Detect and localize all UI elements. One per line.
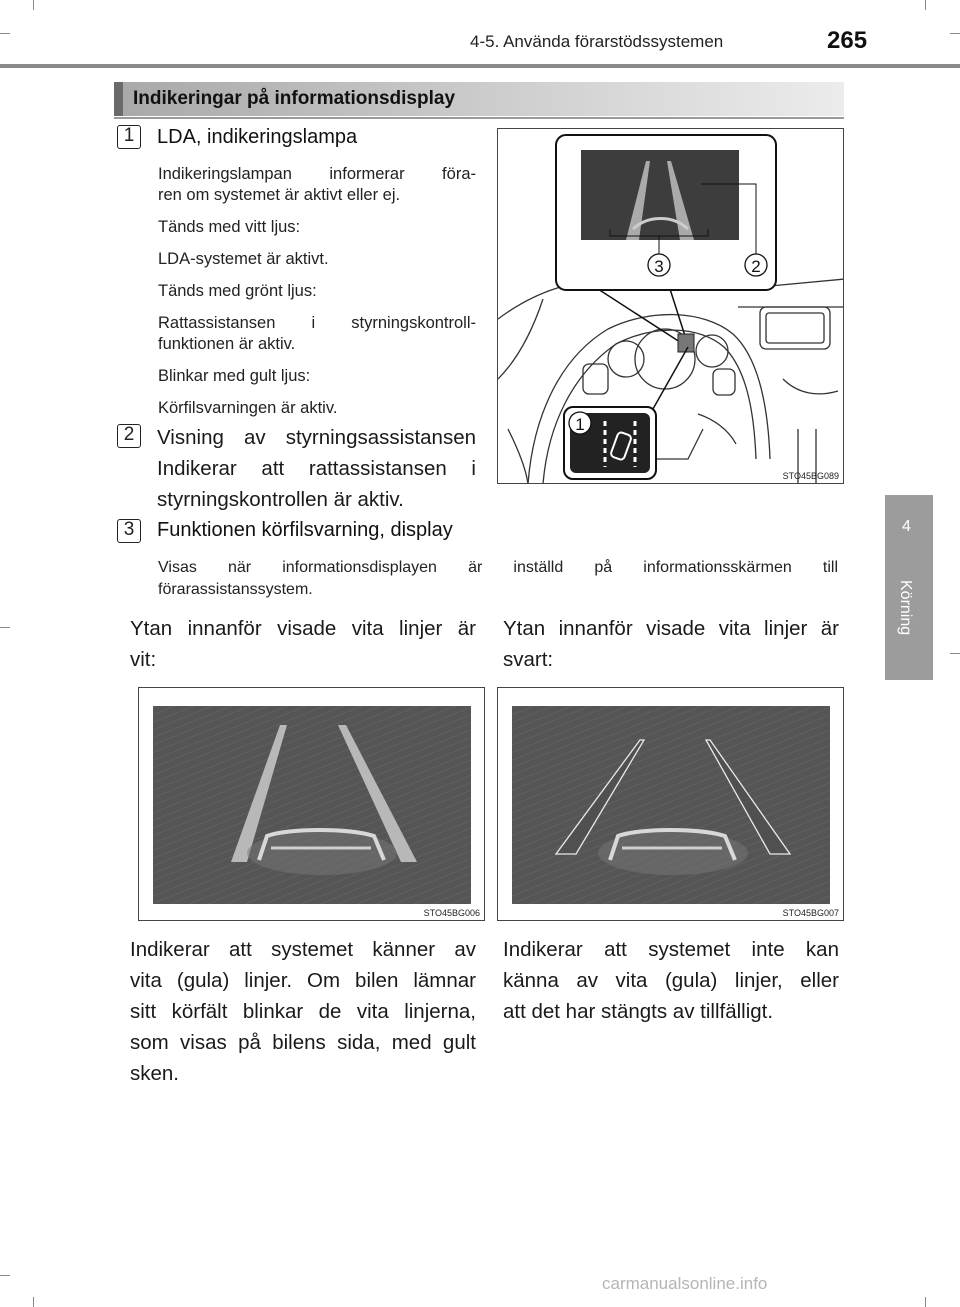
item-2-text: Indikerar att rattassistansen i (157, 457, 476, 480)
item-3-text: Visas när informationsdisplayen är inställd på informationsskärmen till (158, 559, 838, 576)
crop-mark (950, 653, 960, 654)
crop-mark (950, 33, 960, 34)
callout-label-2: 2 (751, 257, 761, 276)
item-1-text: Indikeringslampan informerar föra- (158, 165, 476, 183)
callout-label-1: 1 (575, 415, 585, 434)
dashboard-illustration (498, 129, 844, 484)
item-1-text: funktionen är aktiv. (158, 335, 296, 353)
heading-rule (114, 117, 844, 119)
item-1-text: LDA-systemet är aktivt. (158, 250, 329, 268)
item-number-badge: 3 (118, 519, 140, 541)
item-2-text: styrningskontrollen är aktiv. (157, 488, 404, 511)
item-3-text: förarassistanssystem. (158, 581, 313, 598)
item-number-badge: 2 (118, 424, 140, 446)
item-1-text: Tänds med vitt ljus: (158, 218, 301, 236)
white-lines-illustration (139, 688, 485, 921)
left-description: Indikerar att systemet känner av (130, 938, 476, 961)
item-1-text: Tänds med grönt ljus: (158, 282, 317, 300)
left-description: sitt körfält blinkar de vita linjerna, (130, 1000, 476, 1023)
white-lines-figure (138, 687, 485, 921)
zoom-display-screen (581, 150, 739, 240)
figure-code: STO45BG089 (782, 471, 839, 481)
section-heading-bar (114, 82, 844, 116)
crop-mark (925, 0, 926, 10)
left-description: vita (gula) linjer. Om bilen lämnar (130, 969, 476, 992)
watermark: carmanualsonline.info (602, 1274, 768, 1293)
dashboard-figure (497, 128, 844, 484)
left-description: sken. (130, 1062, 179, 1085)
crop-mark (33, 1297, 34, 1307)
item-2-heading: Visning av styrningsassistansen (157, 426, 476, 449)
figure-code: STO45BG007 (782, 908, 839, 918)
dashboard-line-art (498, 279, 844, 484)
right-caption: Ytan innanför visade vita linjer är (503, 617, 839, 640)
figure-code: STO45BG006 (423, 908, 480, 918)
left-caption: Ytan innanför visade vita linjer är (130, 617, 476, 640)
right-description: Indikerar att systemet inte kan (503, 938, 839, 961)
crop-mark (0, 33, 10, 34)
crop-mark (33, 0, 34, 10)
crop-mark (925, 1297, 926, 1307)
crop-mark (0, 1275, 10, 1276)
chapter-title: Körning (897, 580, 914, 636)
callout-label-3: 3 (654, 257, 664, 276)
section-heading: Indikeringar på informationsdisplay (133, 88, 456, 109)
crop-mark (0, 627, 10, 628)
zoom-connector-lines (598, 289, 686, 344)
item-1-text: ren om systemet är aktivt eller ej. (158, 186, 401, 204)
left-description: som visas på bilens sida, med gult (130, 1031, 476, 1054)
right-description: känna av vita (gula) linjer, eller (503, 969, 839, 992)
outline-lines-figure (497, 687, 844, 921)
item-1-heading: LDA, indikeringslampa (157, 126, 358, 148)
page-number: 265 (827, 27, 868, 54)
right-caption: svart: (503, 648, 554, 671)
right-description: att det har stängts av tillfälligt. (503, 1000, 774, 1023)
item-number-badge: 1 (118, 125, 140, 147)
item-1-text: Blinkar med gult ljus: (158, 367, 311, 385)
item-1-text: Körfilsvarningen är aktiv. (158, 399, 338, 417)
outline-lines-illustration (498, 688, 844, 921)
item-3-heading: Funktionen körfilsvarning, display (157, 519, 453, 541)
left-caption: vit: (130, 648, 157, 671)
chapter-number: 4 (902, 518, 911, 535)
section-title: 4-5. Använda förarstödssystemen (470, 32, 724, 51)
item-1-text: Rattassistansen i styrningskontroll- (158, 314, 476, 332)
header-rule (0, 64, 960, 68)
